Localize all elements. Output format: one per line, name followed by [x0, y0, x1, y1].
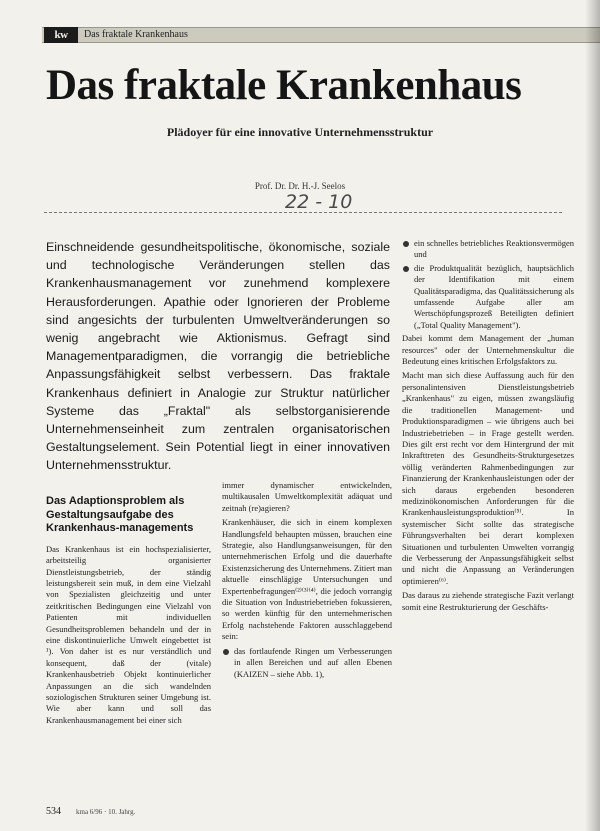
- footer-magazine: kma 6/96 · 10. Jahrg.: [76, 808, 136, 816]
- column-right: [402, 238, 574, 616]
- body-paragraph: Dabei kommt dem Management der „human resources" oder der Unternehmenskultur die Bedeutung eines kritischen Erfolgsfaktors zu.: [402, 333, 574, 367]
- author-line: Prof. Dr. Dr. H.-J. Seelos: [254, 181, 346, 191]
- section-heading: Das Adaptionsproblem als Gestaltungsaufgabe des Krankenhaus-managements: [46, 495, 194, 535]
- intro-paragraph: Einschneidende gesundheitspolitische, ökonomische, soziale und technologische Veränderungen stellen das Krankenhausmanagement vor zunehmend komplexere Herausforderungen. Apathie oder Ignorieren der Probleme sind angesichts der turbulenten Umweltveränderungen so wenig angebracht wie Aktionismus. Gefragt sind Managementparadigmen, die vorrangig die betriebliche Anpassungsfähigkeit selbst verbessern. Das fraktale Krankenhaus definiert in Analogie zur Struktur natürlicher Systeme das „Fraktal" als selbstorganisierende Unternehmenseinheit zum zentralen organisatorischen Gestaltungselement. Sein Potential liegt in einer innovativen Unternehmensstruktur.: [46, 240, 390, 473]
- list-item: ein schnelles betriebliches Reaktionsvermögen und: [402, 238, 574, 261]
- column-middle: [222, 480, 392, 682]
- journal-logo: kw: [44, 27, 78, 43]
- body-paragraph: Das Krankenhaus ist ein hochspezialisierter, arbeitsteilig organisierter Dienstleistungsbetrieb, der ständig leistungsbereit sein muß, in dem eine Vielzahl von Spezialisten gleichzeitig und unter zeitkritischen Bedingungen eine Vielzahl von Patienten mit individuellen Gesundheitsproblemen behandeln und der in eine diskontinuierliche Umwelt eingebettet ist ¹). Von daher ist es nur verständlich und konsequent, daß der (vitale) Krankenhausbetrieb Objekt kontinuierlicher Anpassungen an die sich wandelnden soziologischen Strukturen seiner Umgebung ist. Wie aber kann und soll das Krankenhausmanagement bei einer sich: [46, 543, 211, 725]
- page-edge-shadow: [585, 0, 600, 831]
- body-paragraph: immer dynamischer entwickelnden, multikausalen Umweltkomplexität adäquat und zeitnah (re)agieren?: [222, 480, 392, 513]
- page-number: 534: [46, 806, 61, 817]
- article-subtitle: Plädoyer für eine innovative Unternehmensstruktur: [166, 125, 434, 139]
- list-item: das fortlaufende Ringen um Verbesserungen in allen Bereichen und auf allen Ebenen (KAIZEN – siehe Abb. 1),: [222, 646, 392, 680]
- list-item: die Produktqualität bezüglich, hauptsächlich der Identifikation mit einem Qualitätsparadigma, das Qualitätssicherung als umfassende Aufgabe aller am Wertschöpfungsprozeß Beteiligten definiert („Total Quality Management").: [402, 263, 574, 331]
- separator-rule: [44, 212, 562, 213]
- body-paragraph: Das daraus zu ziehende strategische Fazit verlangt somit eine Restrukturierung der Geschäfts-: [402, 590, 574, 612]
- body-paragraph: Macht man sich diese Auffassung auch für den personalintensiven Dienstleistungsbetrieb „Krankenhaus" zu eigen, müssen zwangsläufig die traditionellen Management- und Produktionsparadigmen – wie übrigens auch bei Industriebetrieben – in Frage gestellt werden. Dies gilt erst recht vor dem Hintergrund der mit Inkrafttreten des Gesundheits-Strukturgesetzes völlig veränderten Rahmenbedingungen zur Finanzierung der Krankenhausleistungen oder der sich daraus ergebenden besonderen medizinökonomischen Anforderungen für die Krankenhausleistungsproduktion⁽⁵⁾. In systemischer Sicht sollte das strategische Führungsverhalten bei derart komplexen Situationen und turbulenten Umwelten vorrangig die Verbesserung der Anpassungsfähigkeit selbst und nicht die Anpassung an Veränderungen optimieren⁽⁶⁾.: [402, 370, 574, 586]
- article-title: Das fraktale Krankenhaus: [46, 62, 522, 109]
- handwritten-note: 22 - 10: [285, 191, 353, 213]
- column-left: [46, 495, 211, 729]
- running-head: Das fraktale Krankenhaus: [84, 29, 188, 40]
- body-paragraph: Krankenhäuser, die sich in einem komplexen Handlungsfeld behaupten müssen, brauchen eine Strategie, also Handlungsanweisungen, für den unternehmerischen Erfolg und die dauerhafte Existenzsicherung des Unternehmens. Zitiert man aktuelle einschlägige Untersuchungen und Expertenbefragungen⁽²⁾⁽³⁾⁽⁴⁾, die jedoch vorrangig die Situation von Industriebetrieben fokussieren, so werden künftig für den unternehmerischen Erfolg nachstehende Faktoren ausschlaggebend sein:: [222, 517, 392, 642]
